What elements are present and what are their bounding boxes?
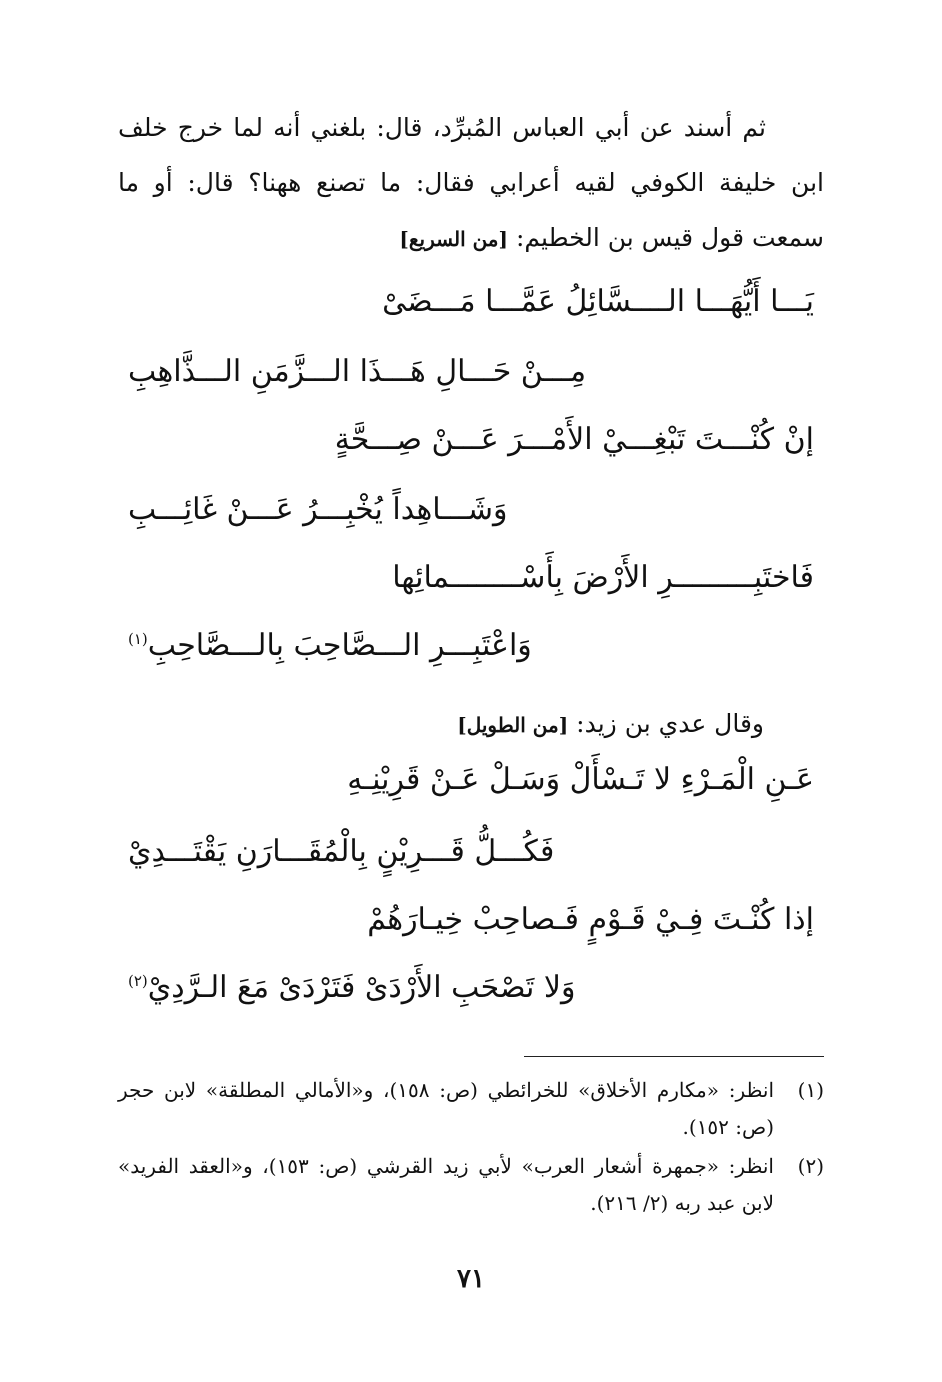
footnotes (118, 1072, 824, 1224)
verse-hemistich: إذا كُنْـتَ فِـيْ قَـوْمٍ فَـصاحِبْ خِيـارَهُمْ (367, 902, 814, 937)
verse-hemistich: يَـــا أَيُّهَـــا الــــسَّائِلُ عَمَّـــا مَـــضَىْ (382, 284, 814, 319)
footnote-marker: (١) (128, 630, 148, 648)
verse-hemistich (128, 968, 576, 1008)
footnote-text: انظر: «جمهرة أشعار العرب» لأبي زيد القرشي (ص: ١٥٣)، و«العقد الفريد» لابن عبد ربه (٢/ ٢١٦). (118, 1154, 774, 1215)
verse-text: وَلا تَصْحَبِ الأَرْدَىْ فَتَرْدَىْ مَعَ الـرَّدِيْ (147, 970, 576, 1005)
intro-text: وقال عدي بن زيد: (576, 709, 764, 738)
verse-hemistich: مِـــنْ حَـــالِ هَـــذَا الـــزَّمَنِ الـــذَّاهِبِ (128, 354, 587, 389)
verse-hemistich: فَاختَبِـــــــــرِ الأَرْضَ بِأَسْــــــــمائِها (392, 560, 814, 595)
footnote-number: (٢) (797, 1154, 824, 1178)
footnote-text: انظر: «مكارم الأخلاق» للخرائطي (ص: ١٥٨)، و«الأمالي المطلقة» لابن حجر (ص: ١٥٢). (118, 1078, 775, 1139)
verse-hemistich: عَـنِ الْمَـرْءِ لا تَـسْأَلْ وَسَـلْ عَـنْ قَرِيْنِـهِ (347, 762, 814, 797)
footnote (118, 1072, 824, 1146)
footnote (118, 1148, 824, 1222)
verse-text: وَاعْتَبِـــرِ الـــصَّاحِبَ بِالـــصَّاحِبِ (147, 628, 532, 663)
verse-hemistich: وَشَـــاهِداً يُخْبِـــرُ عَـــنْ غَائِـــبِ (128, 492, 508, 527)
intro-paragraph (118, 100, 824, 267)
footnote-separator (524, 1056, 824, 1057)
intro-line (457, 704, 764, 745)
meter-label: [من الطويل] (457, 713, 569, 737)
footnote-number: (١) (797, 1078, 824, 1102)
page-number: ٧١ (457, 1264, 485, 1294)
verse-hemistich: إنْ كُنْـــتَ تَبْغِـــيْ الأَمْـــرَ عَـــنْ صِـــحَّةٍ (334, 422, 814, 457)
verse-hemistich: فَكُـــلُّ قَـــرِيْنٍ بِالْمُقَـــارَنِ يَقْتَـــدِيْ (128, 834, 555, 869)
verse-hemistich (128, 626, 532, 666)
footnote-marker: (٢) (128, 972, 148, 990)
paragraph-text (118, 100, 824, 267)
meter-label: [من السريع] (399, 227, 508, 251)
paragraph-body: ثم أسند عن أبي العباس المُبرِّد، قال: بلغني أنه لما خرج خلف ابن خليفة الكوفي لقيه أعرابي فقال: ما تصنع ههنا؟ قال: أو ما سمعت قول قيس بن الخطيم: (118, 113, 824, 252)
